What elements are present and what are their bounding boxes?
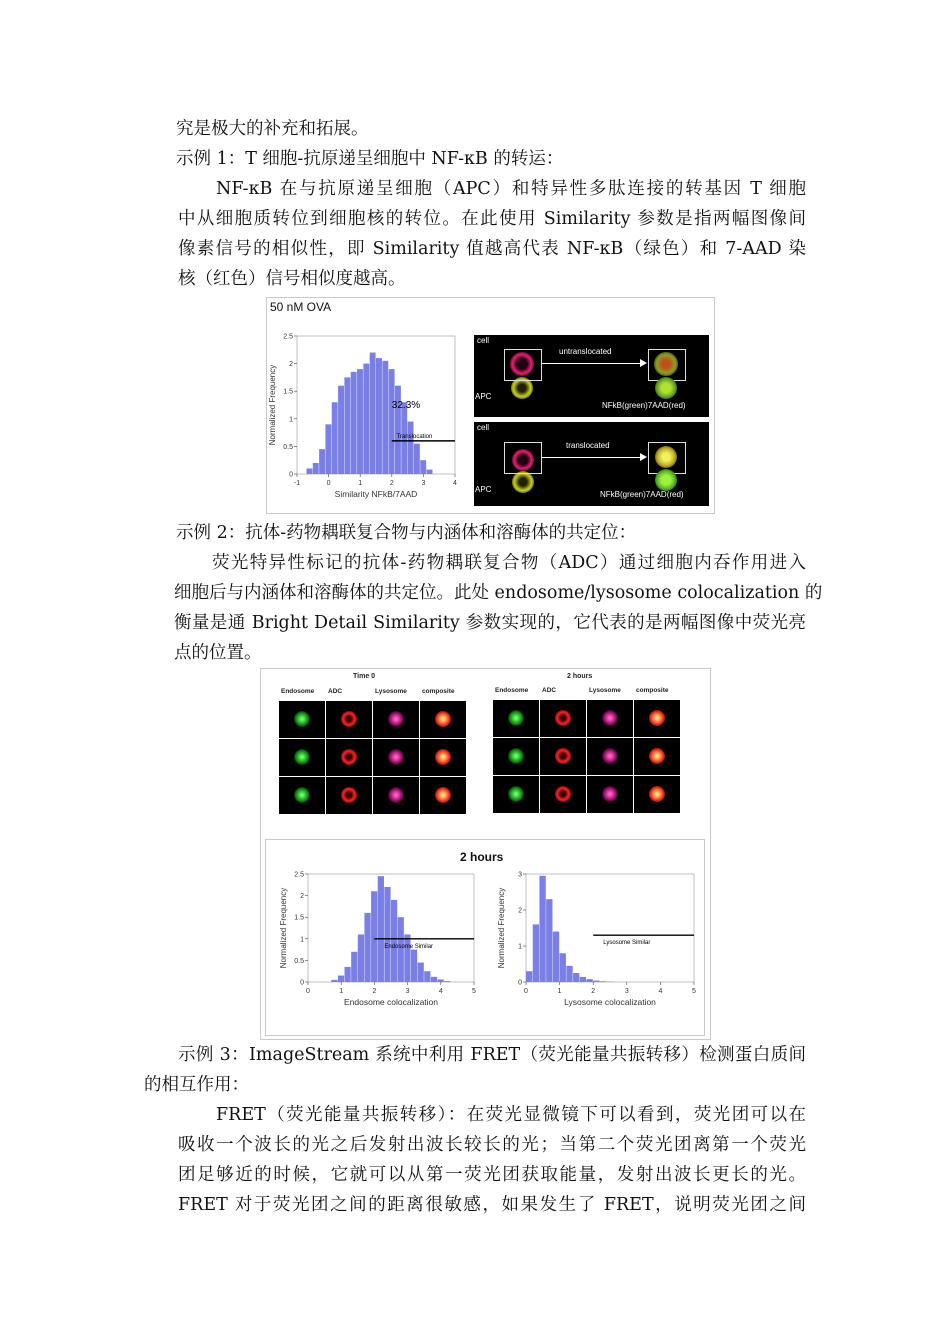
histogram-bar xyxy=(389,369,395,474)
apc-label: APC xyxy=(475,485,492,494)
micrograph-tile xyxy=(279,701,325,738)
histogram-bar xyxy=(370,353,376,474)
y-tick-label: 1.5 xyxy=(294,914,304,922)
x-tick-label: 1 xyxy=(557,988,562,995)
grid-column-header: Lysosome xyxy=(589,687,621,694)
arrow-head xyxy=(640,453,647,461)
paragraph-line: 细胞后与内涵体和溶酶体的共定位。此处 endosome/lysosome colocalization 的 xyxy=(174,583,823,603)
gate-label: Endosome Similar xyxy=(384,943,434,950)
grid-column-header: composite xyxy=(422,688,455,695)
cell-image xyxy=(508,748,524,764)
cell-image xyxy=(388,787,404,803)
histogram-bar xyxy=(371,891,377,982)
similarity-histogram xyxy=(269,326,469,511)
gate-label: Translocation xyxy=(396,433,433,440)
histogram-bar xyxy=(444,981,450,982)
grid-title-time0: Time 0 xyxy=(353,673,376,680)
x-tick-label: 4 xyxy=(453,480,457,487)
x-tick-label: 0 xyxy=(524,988,528,995)
histogram-bar xyxy=(378,876,384,982)
x-tick-label: 5 xyxy=(472,988,476,995)
histogram-panel xyxy=(265,839,705,1036)
y-tick-label: 1 xyxy=(289,416,293,424)
grid-column-header: Endosome xyxy=(495,687,529,694)
grid-column-header: Endosome xyxy=(281,688,315,695)
histogram-bar xyxy=(364,913,370,982)
micrograph-tile xyxy=(420,777,466,814)
y-tick-label: 0 xyxy=(300,979,304,987)
x-tick-label: 2 xyxy=(389,480,394,487)
histogram-bar xyxy=(325,424,331,474)
micrograph-tile xyxy=(587,700,633,737)
gate-box xyxy=(504,349,542,381)
histogram-bar xyxy=(332,402,338,474)
x-tick-label: 3 xyxy=(405,988,410,995)
histogram-bar xyxy=(351,952,357,982)
micrograph-tile xyxy=(493,738,539,775)
y-tick-label: 2 xyxy=(518,907,522,915)
histogram-bar xyxy=(573,973,579,982)
histogram-bar xyxy=(533,924,539,982)
figure-title: 50 nM OVA xyxy=(270,300,332,314)
cell-image xyxy=(435,787,451,803)
arrow-label: untranslocated xyxy=(559,347,612,356)
y-tick-label: 2 xyxy=(300,893,304,901)
apc-image xyxy=(655,377,677,399)
y-axis-label: Normalized Frequency xyxy=(497,887,506,969)
grid-column-header: ADC xyxy=(542,687,557,694)
example-2-title: 示例 2：抗体-药物耦联复合物与内涵体和溶酶体的共定位： xyxy=(176,523,637,543)
histogram-bar xyxy=(363,364,369,474)
example-3-title: 示例 3：ImageStream 系统中利用 FRET（荧光能量共振转移）检测蛋白质间 xyxy=(178,1045,806,1065)
cell-image xyxy=(508,710,524,726)
cell-label: cell xyxy=(477,336,490,345)
cell-image xyxy=(435,711,451,727)
y-axis-label: Normalized Frequency xyxy=(279,887,288,969)
apc-image xyxy=(512,471,534,493)
micrograph-tile xyxy=(373,701,419,738)
histogram-bar xyxy=(376,358,382,474)
micrograph-tile xyxy=(373,739,419,776)
histogram-bar xyxy=(408,422,414,474)
grid-title-2hours: 2 hours xyxy=(567,673,593,680)
histogram-bar xyxy=(319,449,325,474)
x-tick-label: 0 xyxy=(326,480,331,487)
example-1-title: 示例 1：T 细胞-抗原递呈细胞中 NF-κB 的转运： xyxy=(176,149,564,169)
histogram-bar xyxy=(539,876,545,982)
cell-image xyxy=(649,710,665,726)
histogram-bar xyxy=(431,977,437,982)
x-tick-label: 1 xyxy=(358,480,363,487)
cell-image xyxy=(388,749,404,765)
micrograph-translocated xyxy=(474,422,709,506)
grid-column-header: ADC xyxy=(328,688,343,695)
caption: NFkB(green)7AAD(red) xyxy=(600,490,684,499)
x-tick-label: 3 xyxy=(421,480,426,487)
micrograph-tile xyxy=(540,776,586,813)
histogram-bar xyxy=(420,460,426,474)
x-tick-label: -1 xyxy=(293,480,301,487)
apc-image xyxy=(655,469,677,491)
cell-image xyxy=(649,786,665,802)
y-tick-label: 2 xyxy=(289,361,293,369)
histogram-bar xyxy=(384,887,390,982)
figure-adc-colocalization xyxy=(260,668,711,1040)
figure-nfkb-translocation xyxy=(266,297,715,514)
cell-image xyxy=(555,786,571,802)
histogram-bar xyxy=(586,979,592,982)
x-tick-label: 4 xyxy=(438,988,443,995)
y-tick-label: 1 xyxy=(300,936,304,944)
paragraph-line: 究是极大的补充和拓展。 xyxy=(176,119,369,139)
y-tick-label: 0 xyxy=(518,979,522,987)
x-tick-label: 1 xyxy=(339,988,344,995)
paragraph-line: NF-κB 在与抗原递呈细胞（APC）和特异性多肽连接的转基因 T 细胞 xyxy=(216,179,806,199)
micrograph-tile xyxy=(279,777,325,814)
micrograph-tile xyxy=(420,701,466,738)
cell-image xyxy=(435,749,451,765)
cell-image xyxy=(294,711,310,727)
paragraph-line: 吸收一个波长的光之后发射出波长较长的光；当第二个荧光团离第一个荧光 xyxy=(178,1135,806,1155)
x-tick-label: 2 xyxy=(591,988,596,995)
cell-image xyxy=(341,749,357,765)
y-tick-label: 0 xyxy=(289,471,293,479)
cell-image xyxy=(294,787,310,803)
micrograph-untranslocated xyxy=(474,335,709,417)
x-tick-label: 4 xyxy=(658,988,663,995)
micrograph-tile xyxy=(634,738,680,775)
histogram-bar xyxy=(553,932,559,982)
apc-label: APC xyxy=(475,392,492,401)
micrograph-tile xyxy=(634,700,680,737)
grid-column-header: Lysosome xyxy=(375,688,407,695)
cell-image xyxy=(555,710,571,726)
cell-image xyxy=(555,748,571,764)
micrograph-tile xyxy=(634,776,680,813)
cell-image xyxy=(341,787,357,803)
gate-box xyxy=(504,442,542,474)
histogram-bar xyxy=(338,386,344,474)
histogram-bar xyxy=(391,900,397,982)
y-tick-label: 2.5 xyxy=(283,333,293,341)
paragraph-line: 衡量是通 Bright Detail Similarity 参数实现的，它代表的是两幅图像中荧光亮 xyxy=(174,613,806,633)
cell-image xyxy=(388,711,404,727)
histogram-bar xyxy=(418,963,424,982)
histogram-bar xyxy=(344,377,350,474)
cell-image xyxy=(602,710,618,726)
cell-image xyxy=(602,786,618,802)
x-axis-label: Endosome colocalization xyxy=(343,997,439,1007)
cell-image xyxy=(294,749,310,765)
micrograph-tile xyxy=(373,777,419,814)
gate-percent: 32.3% xyxy=(391,399,421,411)
micrograph-grid-time0 xyxy=(279,685,467,815)
cell-image xyxy=(649,748,665,764)
histogram-bar xyxy=(306,468,312,474)
y-tick-label: 0.5 xyxy=(283,443,293,451)
micrograph-tile xyxy=(540,700,586,737)
micrograph-tile xyxy=(420,739,466,776)
micrograph-tile xyxy=(587,738,633,775)
y-tick-label: 1.5 xyxy=(283,388,293,396)
histogram-bar xyxy=(414,444,420,474)
y-tick-label: 1 xyxy=(518,943,522,951)
micrograph-tile xyxy=(326,739,372,776)
x-tick-label: 0 xyxy=(306,988,310,995)
paragraph-line: 核（红色）信号相似度越高。 xyxy=(178,269,406,289)
grid-column-header: composite xyxy=(636,687,669,694)
cell-image xyxy=(508,786,524,802)
histogram-bar xyxy=(313,463,319,474)
histogram-bar xyxy=(382,361,388,474)
histogram-bar xyxy=(437,979,443,982)
histogram-bar xyxy=(358,934,364,982)
x-axis-label: Similarity NFkB/7AAD xyxy=(334,489,418,499)
micrograph-tile xyxy=(540,738,586,775)
endosome-histogram xyxy=(268,872,478,1032)
histogram-bar xyxy=(331,980,337,982)
paragraph-line: 中从细胞质转位到细胞核的转位。在此使用 Similarity 参数是指两幅图像间 xyxy=(178,209,806,229)
paragraph-line: 的相互作用： xyxy=(144,1075,249,1095)
micrograph-tile xyxy=(326,777,372,814)
micrograph-grid-2hours xyxy=(493,684,681,814)
histogram-bar xyxy=(345,967,351,982)
histogram-bar xyxy=(600,981,606,982)
micrograph-tile xyxy=(326,701,372,738)
cell-image xyxy=(341,711,357,727)
paragraph-line: FRET 对于荧光团之间的距离很敏感，如果发生了 FRET，说明荧光团之间 xyxy=(178,1195,806,1215)
histogram-bar xyxy=(338,976,344,982)
micrograph-tile xyxy=(493,700,539,737)
arrow xyxy=(542,457,642,458)
micrograph-tile xyxy=(587,776,633,813)
histogram-bar xyxy=(593,981,599,982)
histogram-bar xyxy=(526,971,532,982)
histogram-bar xyxy=(424,971,430,982)
gate-label: Lysosome Similar xyxy=(603,940,651,947)
y-axis-label: Normalized Frequency xyxy=(268,364,277,446)
y-tick-label: 0.5 xyxy=(294,957,304,965)
paragraph-line: 团足够近的时候，它就可以从第一荧光团获取能量，发射出波长更长的光。 xyxy=(178,1165,806,1185)
y-tick-label: 3 xyxy=(518,871,522,879)
paragraph-line: 荧光特异性标记的抗体-药物耦联复合物（ADC）通过细胞内吞作用进入 xyxy=(212,553,806,573)
micrograph-tile xyxy=(279,739,325,776)
micrograph-tile xyxy=(493,776,539,813)
x-tick-label: 2 xyxy=(372,988,377,995)
lysosome-histogram xyxy=(488,872,698,1032)
paragraph-line: FRET（荧光能量共振转移）：在荧光显微镜下可以看到，荧光团可以在 xyxy=(216,1105,806,1125)
cell-label: cell xyxy=(477,423,490,432)
arrow-head xyxy=(640,359,647,367)
x-axis-label: Lysosome colocalization xyxy=(564,997,656,1007)
histogram-bar xyxy=(560,953,566,982)
paragraph-line: 点的位置。 xyxy=(174,643,262,663)
histogram-bar xyxy=(546,899,552,982)
histogram-bar xyxy=(411,950,417,982)
paragraph-line: 像素信号的相似性，即 Similarity 值越高代表 NF-κB（绿色）和 7-AAD 染 xyxy=(178,239,806,259)
cell-image xyxy=(654,352,678,376)
arrow xyxy=(542,363,642,364)
arrow-label: translocated xyxy=(566,441,610,450)
histogram-bar xyxy=(566,966,572,982)
x-tick-label: 5 xyxy=(692,988,696,995)
histogram-bar xyxy=(404,934,410,982)
caption: NFkB(green)7AAD(red) xyxy=(602,401,686,410)
cell-image xyxy=(655,446,677,468)
histogram-bar xyxy=(580,977,586,982)
y-tick-label: 2.5 xyxy=(294,871,304,879)
x-tick-label: 3 xyxy=(624,988,629,995)
cell-image xyxy=(602,748,618,764)
histogram-bar xyxy=(427,470,433,474)
histogram-bar xyxy=(357,369,363,474)
histogram-bar xyxy=(351,372,357,474)
histogram-title: 2 hours xyxy=(460,850,504,864)
